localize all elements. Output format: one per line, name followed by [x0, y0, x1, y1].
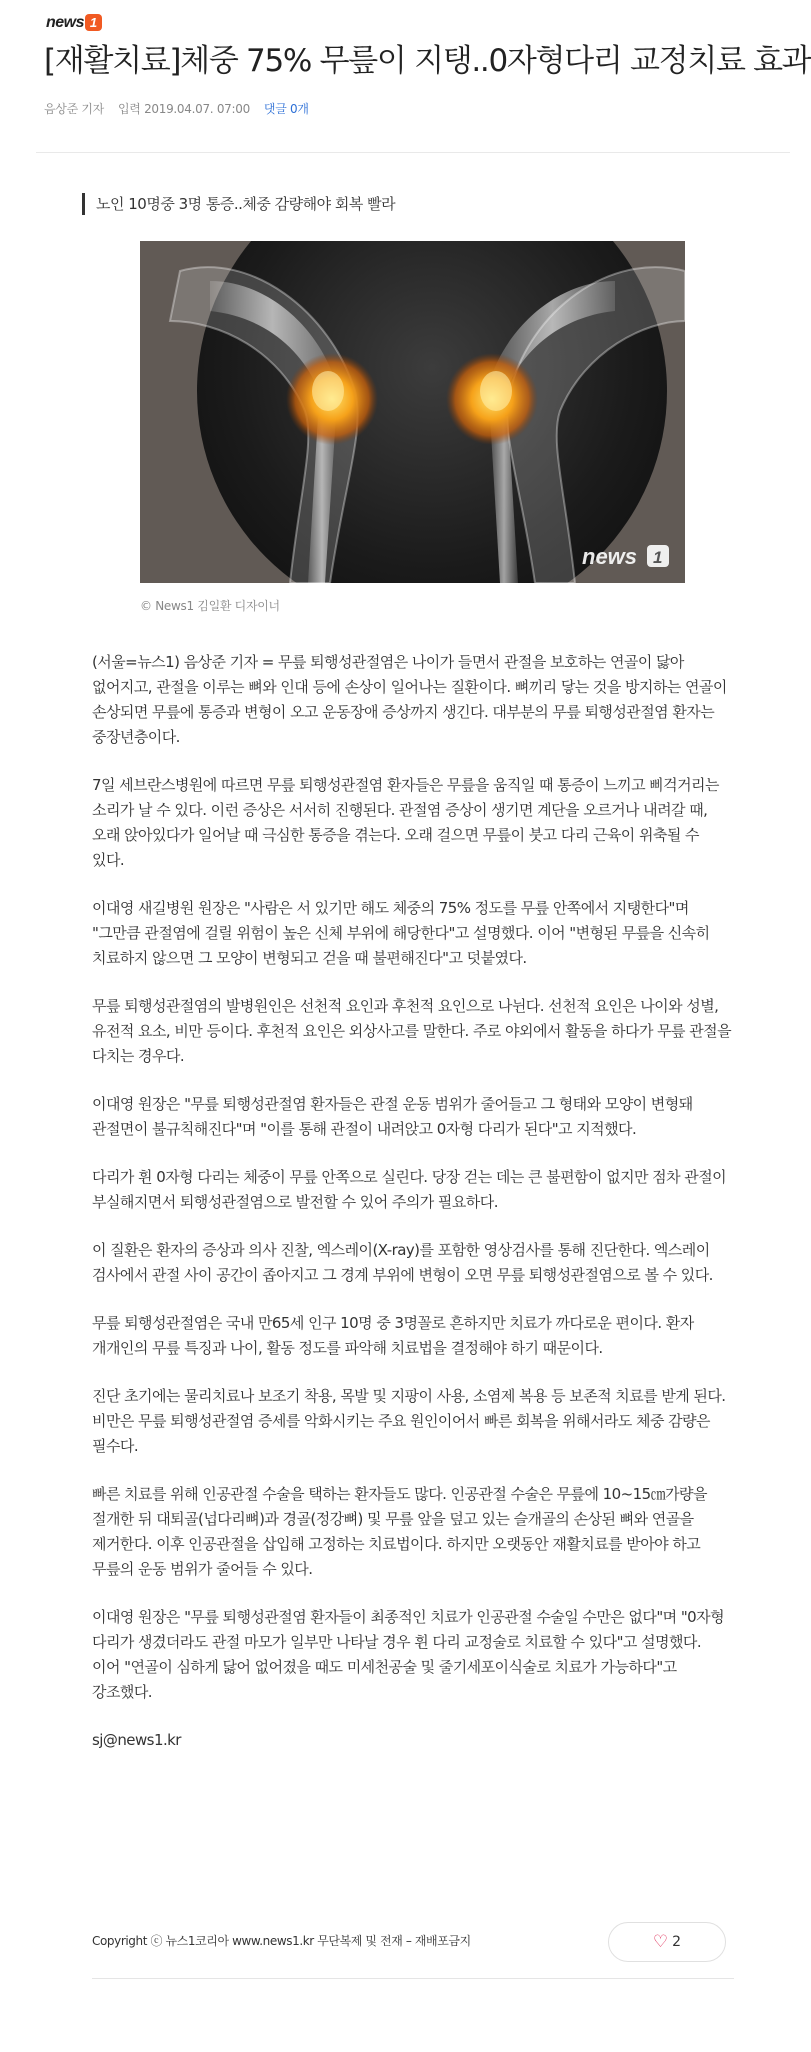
reporter-name: 음상준 기자 [44, 102, 104, 116]
article-paragraph: 다리가 휜 0자형 다리는 체중이 무릎 안쪽으로 실린다. 당장 걷는 데는 큰 불편함이 없지만 점차 관절이 부실해지면서 퇴행성관절염으로 발전할 수 있어 주의가 필요하다. [92, 1168, 727, 1211]
article-paragraph: 이대영 원장은 "무릎 퇴행성관절염 환자들이 최종적인 치료가 인공관절 수술일 수만은 없다"며 "0자형 다리가 생겼더라도 관절 마모가 일부만 나타날 경우 휜 다리 교정술로 치료할 수 있다"고 설명했다. 이어 "연골이 심하게 닳어 없어졌을 때도 미세천공술 및 줄기세포이식술로 치료가 가능하다"고 강조했다. [92, 1608, 725, 1701]
logo-badge: 1 [85, 14, 102, 31]
article-paragraph: 진단 초기에는 물리치료나 보조기 착용, 목발 및 지팡이 사용, 소염제 복용 등 보존적 치료를 받게 된다. 비만은 무릎 퇴행성관절염 증세를 악화시키는 주요 원인이어서 빠른 회복을 위해서라도 체중 감량은 필수다. [92, 1387, 726, 1455]
like-count: 2 [672, 1934, 682, 1950]
article-paragraph: 빠른 치료를 위해 인공관절 수술을 택하는 환자들도 많다. 인공관절 수술은 무릎에 10~15㎝가량을 절개한 뒤 대퇴골(넙다리뼈)과 경골(정강뼈) 및 무릎 앞을 덮고 있는 슬개골의 손상된 뼈와 연골을 제거한다. 이후 인공관절을 삽입해 고정하는 치료법이다. 하지만 오랫동안 재활치료를 받아야 하고 무릎의 운동 범위가 줄어들 수 있다. [92, 1485, 707, 1578]
logo-text: news [46, 14, 85, 31]
article-paragraph: 7일 세브란스병원에 따르면 무릎 퇴행성관절염 환자들은 무릎을 움직일 때 통증이 느끼고 삐걱거리는 소리가 날 수 있다. 이런 증상은 서서히 진행된다. 관절염 증상이 생기면 계단을 오르거나 내려갈 때, 오래 앉아있다가 일어날 때 극심한 통증을 겪는다. 오래 걸으면 무릎이 붓고 다리 근육이 위축될 수 있다. [92, 776, 719, 869]
copyright-notice: Copyright ⓒ 뉴스1코리아 www.news1.kr 무단복제 및 전재 – 재배포금지 [92, 1934, 471, 1948]
news1-logo[interactable] [46, 14, 102, 40]
header-divider [36, 152, 790, 153]
reporter-email[interactable]: sj@news1.kr [92, 1731, 181, 1749]
heart-outline-icon: ♡ [652, 1931, 669, 1952]
article-photo [140, 241, 685, 583]
comments-link[interactable]: 댓글 0개 [263, 102, 309, 116]
knee-xray-illustration [140, 241, 685, 583]
article-paragraph: 이대영 새길병원 원장은 "사람은 서 있기만 해도 체중의 75% 정도를 무릎 안쪽에서 지탱한다"며 "그만큼 관절염에 걸릴 위험이 높은 신체 부위에 해당한다"고 설명했다. 이어 "변형된 무릎을 신속히 치료하지 않으면 그 모양이 변형되고 걷을 때 불편해진다"고 덧붙였다. [92, 899, 710, 967]
article-paragraph: 이대영 원장은 "무릎 퇴행성관절염 환자들은 관절 운동 범위가 줄어들고 그 형태와 모양이 변형돼 관절면이 불규칙해진다"며 "이를 통해 관절이 내려앉고 0자형 다리가 된다"고 지적했다. [92, 1095, 693, 1138]
article-paragraph: 무릎 퇴행성관절염의 발병원인은 선천적 요인과 후천적 요인으로 나뉜다. 선천적 요인은 나이와 성별, 유전적 요소, 비만 등이다. 후천적 요인은 외상사고를 말한다. 주로 야외에서 활동을 하다가 무릎 관절을 다치는 경우다. [92, 997, 732, 1065]
published-date: 입력 2019.04.07. 07:00 [117, 102, 250, 116]
article-paragraph: 무릎 퇴행성관절염은 국내 만65세 인구 10명 중 3명꼴로 흔하지만 치료가 까다로운 편이다. 환자 개개인의 무릎 특징과 나이, 활동 정도를 파악해 치료법을 결정해야 하기 때문이다. [92, 1314, 694, 1357]
article-paragraph: 이 질환은 환자의 증상과 의사 진찰, 엑스레이(X-ray)를 포함한 영상검사를 통해 진단한다. 엑스레이 검사에서 관절 사이 공간이 좁아지고 그 경계 부위에 변형이 오면 무릎 퇴행성관절염으로 볼 수 있다. [92, 1241, 713, 1284]
image-watermark-text: news [582, 544, 638, 569]
article-meta [44, 100, 309, 117]
article-subtitle: 노인 10명중 3명 통증..체중 감량해야 회복 빨라 [82, 193, 395, 215]
article-body [92, 650, 732, 1776]
article-paragraph: (서울=뉴스1) 음상준 기자 = 무릎 퇴행성관절염은 나이가 들면서 관절을 보호하는 연골이 닳아 없어지고, 관절을 이루는 뼈와 인대 등에 손상이 일어나는 질환이다. 뼈끼리 닿는 것을 방지하는 연골이 손상되면 무릎에 통증과 변형이 오고 운동장애 증상까지 생긴다. 대부분의 무릎 퇴행성관절염 환자는 중장년층이다. [92, 653, 727, 746]
image-watermark-badge: 1 [653, 548, 663, 567]
article-title: [재활치료]체중 75% 무릎이 지탱..0자형다리 교정치료 효과 [44, 43, 811, 79]
like-button[interactable] [608, 1922, 726, 1962]
footer-divider [92, 1978, 734, 1979]
photo-caption: © News1 김일환 디자이너 [140, 599, 280, 613]
